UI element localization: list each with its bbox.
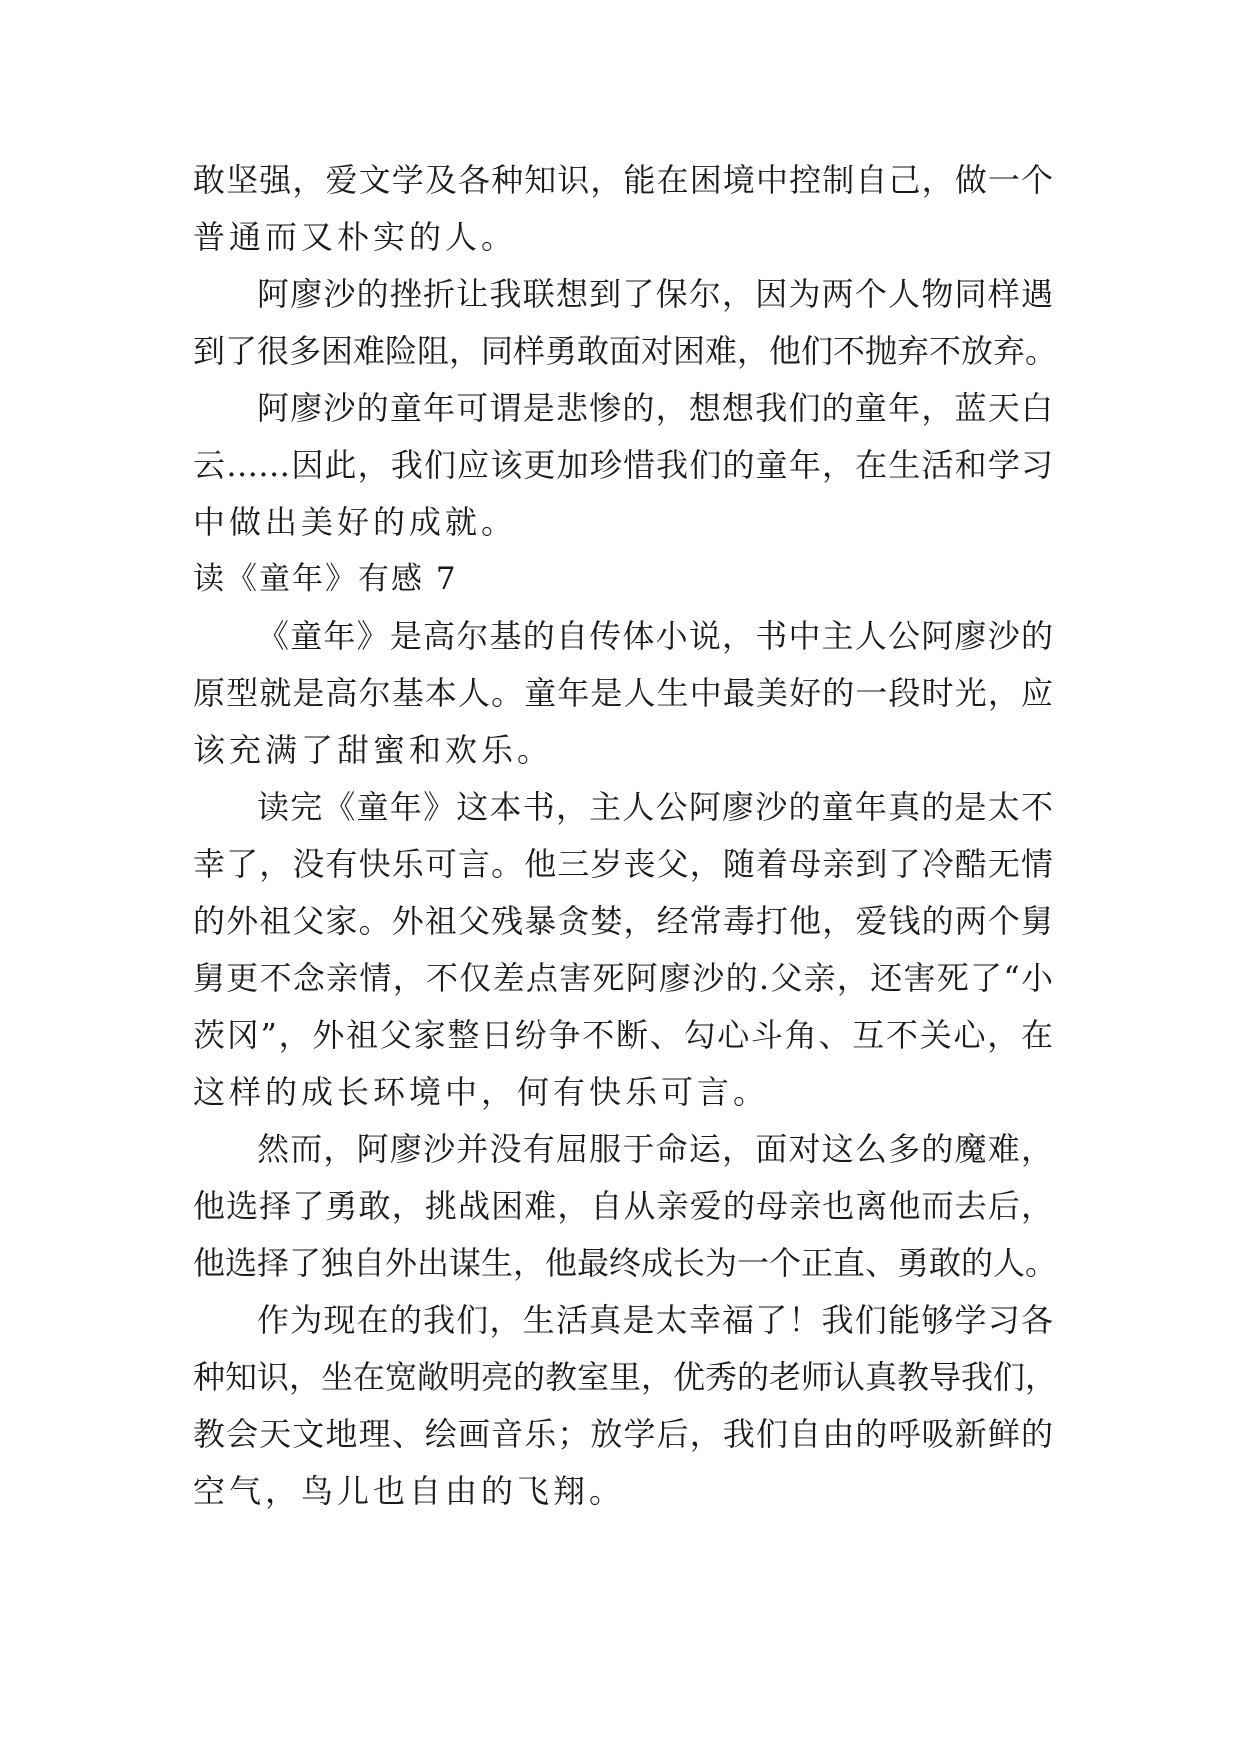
text-line: 然而，阿廖沙并没有屈服于命运，面对这么多的魔难， [257,1130,1053,1168]
text-line: 幸了，没有快乐可言。他三岁丧父，随着母亲到了冷酷无情 [193,845,1053,883]
paragraph [193,779,1053,1121]
text-line: 的外祖父家。外祖父残暴贪婪，经常毒打他，爱钱的两个舅 [193,902,1053,940]
text-line: 敢坚强，爱文学及各种知识，能在困境中控制自己，做一个 [193,161,1053,199]
text-line: 《童年》是高尔基的自传体小说，书中主人公阿廖沙的 [257,617,1053,655]
paragraph [193,1292,1058,1520]
document-body [193,152,1058,1520]
text-line: 云……因此，我们应该更加珍惜我们的童年，在生活和学习 [193,446,1053,484]
text-line: 教会天文地理、绘画音乐；放学后，我们自由的呼吸新鲜的 [193,1415,1053,1453]
text-line: 中做出美好的成就。 [193,503,518,541]
text-line: 读完《童年》这本书，主人公阿廖沙的童年真的是太不 [257,788,1053,826]
paragraph [193,1121,1058,1292]
paragraph [193,608,1053,779]
paragraph [193,152,1053,266]
text-line: 该充满了甜蜜和欢乐。 [193,731,554,769]
text-line: 他选择了勇敢，挑战困难，自从亲爱的母亲也离他而去后， [193,1187,1053,1225]
text-line: 茨冈”，外祖父家整日纷争不断、勾心斗角、互不关心，在 [193,1016,1053,1054]
text-line: 到了很多困难险阻，同样勇敢面对困难，他们不抛弃不放弃。 [193,332,1058,370]
text-line: 舅更不念亲情，不仅差点害死阿廖沙的.父亲，还害死了“小 [193,959,1053,997]
text-line: 普通而又朴实的人。 [193,218,518,256]
paragraph [193,266,1058,380]
text-line: 他选择了独自外出谋生，他最终成长为一个正直、勇敢的人。 [193,1244,1058,1282]
section-title: 读《童年》有感 7 [193,561,458,597]
text-line: 种知识，坐在宽敞明亮的教室里，优秀的老师认真教导我们， [193,1358,1058,1396]
text-line: 原型就是高尔基本人。童年是人生中最美好的一段时光，应 [193,674,1053,712]
text-line: 作为现在的我们，生活真是太幸福了！我们能够学习各 [257,1301,1053,1339]
text-line: 这样的成长环境中，何有快乐可言。 [193,1073,770,1111]
text-line: 阿廖沙的童年可谓是悲惨的，想想我们的童年，蓝天白 [257,389,1053,427]
text-line: 阿廖沙的挫折让我联想到了保尔，因为两个人物同样遇 [257,275,1053,313]
paragraph [193,380,1053,551]
text-line: 空气，鸟儿也自由的飞翔。 [193,1472,626,1510]
